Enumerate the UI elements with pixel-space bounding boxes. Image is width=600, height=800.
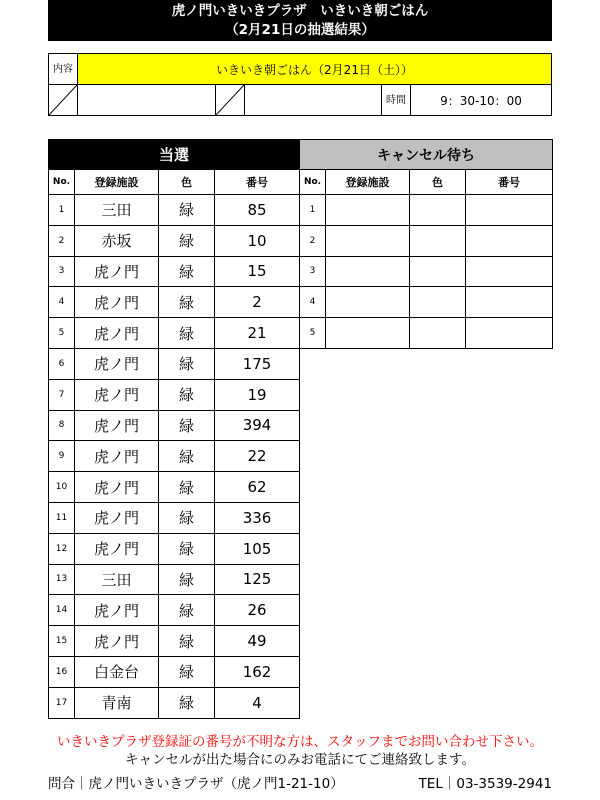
winner-color: 緑 bbox=[159, 502, 215, 533]
waitlist-number bbox=[466, 256, 553, 287]
waitlist-color bbox=[410, 318, 466, 349]
waitlist-no: 4 bbox=[300, 287, 326, 318]
winner-number: 162 bbox=[215, 656, 300, 687]
winner-color: 緑 bbox=[159, 656, 215, 687]
winner-facility: 虎ノ門 bbox=[75, 287, 159, 318]
table-row bbox=[49, 195, 553, 226]
event-row bbox=[49, 54, 552, 85]
table-row bbox=[49, 256, 553, 287]
blank-cell-3 bbox=[216, 85, 245, 116]
winner-color: 緑 bbox=[159, 687, 215, 718]
winner-facility: 虎ノ門 bbox=[75, 626, 159, 657]
winner-no: 9 bbox=[49, 441, 75, 472]
winner-number: 125 bbox=[215, 564, 300, 595]
waitlist-no: 2 bbox=[300, 225, 326, 256]
contact-address: 問合｜虎ノ門いきいきプラザ（虎ノ門1-21-10） bbox=[48, 776, 344, 792]
winner-facility: 虎ノ門 bbox=[75, 595, 159, 626]
winner-color: 緑 bbox=[159, 256, 215, 287]
winner-no: 7 bbox=[49, 379, 75, 410]
waitlist-color bbox=[410, 195, 466, 226]
winner-facility: 白金台 bbox=[75, 656, 159, 687]
waitlist-number bbox=[466, 287, 553, 318]
winner-number: 21 bbox=[215, 318, 300, 349]
table-row bbox=[49, 318, 553, 349]
waitlist-no: 3 bbox=[300, 256, 326, 287]
waitlist-number bbox=[466, 318, 553, 349]
jikan-label bbox=[382, 85, 411, 116]
blank-cell-2 bbox=[78, 85, 216, 116]
col-color: 色 bbox=[159, 170, 215, 195]
winner-facility: 虎ノ門 bbox=[75, 472, 159, 503]
winner-no: 14 bbox=[49, 595, 75, 626]
winner-number: 49 bbox=[215, 626, 300, 657]
winner-number: 22 bbox=[215, 441, 300, 472]
waitlist-color bbox=[410, 225, 466, 256]
winner-no: 5 bbox=[49, 318, 75, 349]
winner-no: 8 bbox=[49, 410, 75, 441]
winner-no: 12 bbox=[49, 533, 75, 564]
winner-color: 緑 bbox=[159, 318, 215, 349]
winner-facility: 虎ノ門 bbox=[75, 410, 159, 441]
winner-number: 105 bbox=[215, 533, 300, 564]
waitlist-number bbox=[466, 195, 553, 226]
waitlist-no: 5 bbox=[300, 318, 326, 349]
winner-color: 緑 bbox=[159, 379, 215, 410]
winner-color: 緑 bbox=[159, 348, 215, 379]
winner-color: 緑 bbox=[159, 410, 215, 441]
winner-number: 394 bbox=[215, 410, 300, 441]
waitlist-facility bbox=[326, 195, 410, 226]
naiyou-label bbox=[49, 54, 78, 85]
table-row bbox=[49, 348, 553, 379]
event-name: いきいき朝ごはん（2月21日（土）） bbox=[78, 54, 552, 85]
winner-no: 2 bbox=[49, 225, 75, 256]
winner-no: 16 bbox=[49, 656, 75, 687]
title-line-1: 虎ノ門いきいきプラザ いきいき朝ごはん bbox=[171, 3, 429, 19]
winner-facility: 虎ノ門 bbox=[75, 348, 159, 379]
winner-facility: 虎ノ門 bbox=[75, 318, 159, 349]
winner-color: 緑 bbox=[159, 287, 215, 318]
winner-number: 175 bbox=[215, 348, 300, 379]
title-banner bbox=[48, 0, 552, 41]
winner-color: 緑 bbox=[159, 225, 215, 256]
lottery-result-table bbox=[48, 139, 553, 719]
winner-facility: 虎ノ門 bbox=[75, 441, 159, 472]
table-row bbox=[49, 287, 553, 318]
waitlist-facility bbox=[326, 287, 410, 318]
blank-cell-4 bbox=[245, 85, 382, 116]
time-row bbox=[49, 85, 552, 116]
table-row bbox=[49, 225, 553, 256]
winner-facility: 虎ノ門 bbox=[75, 379, 159, 410]
winner-no: 1 bbox=[49, 195, 75, 226]
contact-tel: TEL｜03-3539-2941 bbox=[418, 776, 552, 792]
winner-no: 17 bbox=[49, 687, 75, 718]
winner-facility: 三田 bbox=[75, 564, 159, 595]
waitlist-facility bbox=[326, 225, 410, 256]
notice-line-2: キャンセルが出た場合にのみお電話にてご連絡致します。 bbox=[125, 752, 475, 768]
winner-color: 緑 bbox=[159, 533, 215, 564]
col-color-wait: 色 bbox=[410, 170, 466, 195]
winner-number: 15 bbox=[215, 256, 300, 287]
title-line-2: （2月21日の抽選結果） bbox=[225, 22, 375, 38]
winner-number: 2 bbox=[215, 287, 300, 318]
winner-no: 3 bbox=[49, 256, 75, 287]
event-time: 9：30-10：00 bbox=[411, 85, 552, 116]
col-facility: 登録施設 bbox=[75, 170, 159, 195]
winner-number: 19 bbox=[215, 379, 300, 410]
winner-color: 緑 bbox=[159, 564, 215, 595]
blank-cell-1 bbox=[49, 85, 78, 116]
winner-facility: 虎ノ門 bbox=[75, 533, 159, 564]
col-number-wait: 番号 bbox=[466, 170, 553, 195]
winner-no: 4 bbox=[49, 287, 75, 318]
waitlist-facility bbox=[326, 256, 410, 287]
waitlist-number bbox=[466, 225, 553, 256]
winner-facility: 虎ノ門 bbox=[75, 502, 159, 533]
winner-number: 336 bbox=[215, 502, 300, 533]
waitlist-no: 1 bbox=[300, 195, 326, 226]
winner-number: 62 bbox=[215, 472, 300, 503]
winners-header: 当選 bbox=[49, 140, 300, 170]
waitlist-color bbox=[410, 287, 466, 318]
winner-color: 緑 bbox=[159, 195, 215, 226]
winner-number: 26 bbox=[215, 595, 300, 626]
col-no-wait: No. bbox=[300, 170, 326, 195]
waitlist-header: キャンセル待ち bbox=[300, 140, 553, 170]
notice bbox=[48, 733, 552, 769]
winner-facility: 虎ノ門 bbox=[75, 256, 159, 287]
winner-no: 6 bbox=[49, 348, 75, 379]
winner-facility: 三田 bbox=[75, 195, 159, 226]
waitlist-empty-area bbox=[300, 348, 553, 718]
col-facility-wait: 登録施設 bbox=[326, 170, 410, 195]
event-info-table bbox=[48, 53, 552, 116]
winner-no: 15 bbox=[49, 626, 75, 657]
winner-number: 85 bbox=[215, 195, 300, 226]
winner-color: 緑 bbox=[159, 626, 215, 657]
winner-no: 11 bbox=[49, 502, 75, 533]
winner-color: 緑 bbox=[159, 441, 215, 472]
jikan-label-text: 時間 bbox=[386, 94, 406, 106]
waitlist-facility bbox=[326, 318, 410, 349]
winner-no: 10 bbox=[49, 472, 75, 503]
winner-facility: 青南 bbox=[75, 687, 159, 718]
notice-line-1: いきいきプラザ登録証の番号が不明な方は、スタッフまでお問い合わせ下さい。 bbox=[57, 734, 543, 750]
winner-color: 緑 bbox=[159, 595, 215, 626]
winner-number: 10 bbox=[215, 225, 300, 256]
winner-no: 13 bbox=[49, 564, 75, 595]
winner-facility: 赤坂 bbox=[75, 225, 159, 256]
naiyou-label-text: 内容 bbox=[53, 63, 73, 75]
winner-color: 緑 bbox=[159, 472, 215, 503]
contact-info bbox=[48, 775, 552, 793]
winner-number: 4 bbox=[215, 687, 300, 718]
waitlist-color bbox=[410, 256, 466, 287]
col-number: 番号 bbox=[215, 170, 300, 195]
col-no: No. bbox=[49, 170, 75, 195]
